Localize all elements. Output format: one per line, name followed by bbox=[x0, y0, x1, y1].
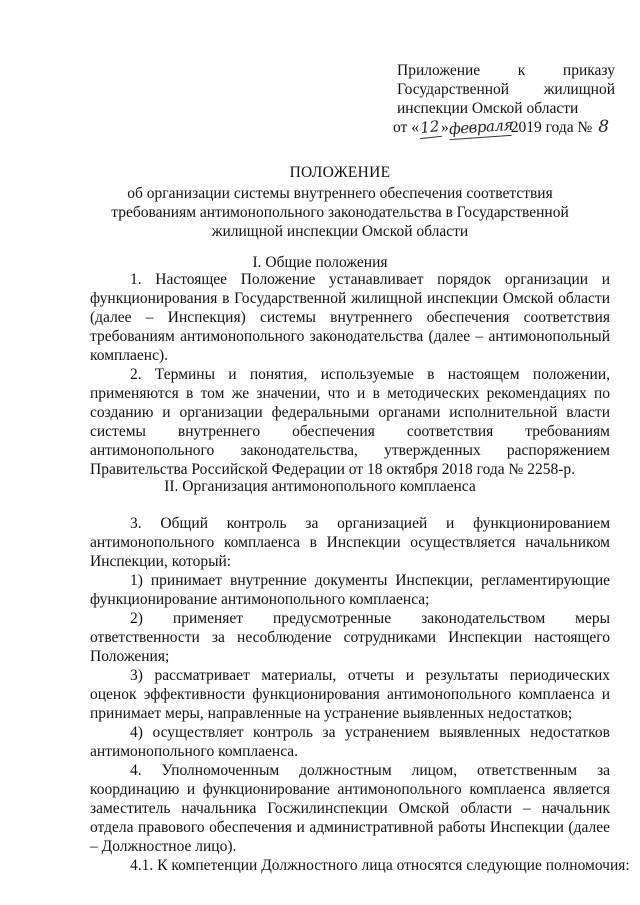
text-line: ответственности за несоблюдение сотрудниками Инспекции настоящего bbox=[90, 629, 610, 646]
text-line: 4. Уполномоченным должностным лицом, ответственным за bbox=[130, 762, 610, 779]
appendix-word: Приложение bbox=[397, 62, 481, 79]
paragraph-3 bbox=[90, 514, 610, 571]
list-item-2 bbox=[90, 609, 610, 666]
list-item-1 bbox=[90, 571, 610, 609]
text-line: комплаенс). bbox=[90, 347, 169, 364]
text-line: 2) применяет предусмотренные законодательством меры bbox=[130, 610, 610, 627]
text-line: антимонопольного комплаенса. bbox=[90, 743, 299, 760]
text-line: требованиям антимонопольного законодательства (далее – антимонопольный bbox=[90, 328, 610, 345]
text-line: 2. Термины и понятия, используемые в настоящем положении, bbox=[130, 366, 610, 383]
list-item-4 bbox=[90, 723, 610, 761]
title-line: требованиям антимонопольного законодательства в Государственной bbox=[111, 204, 569, 221]
text-line: функционирование антимонопольного комплаенса; bbox=[90, 591, 430, 608]
order-date-line bbox=[393, 115, 615, 139]
appendix-word: Государственной bbox=[397, 81, 510, 98]
date-prefix: от « bbox=[393, 119, 419, 136]
appendix-word: приказу bbox=[562, 62, 615, 79]
text-line: системы внутреннего обеспечения соответствия требованиям bbox=[90, 423, 610, 440]
paragraph-4-1 bbox=[90, 856, 630, 875]
text-line: 1) принимает внутренние документы Инспекции, регламентирующие bbox=[130, 572, 610, 589]
text-line: функционирования в Государственной жилищной инспекции Омской области bbox=[90, 290, 610, 307]
date-mid: » bbox=[440, 119, 449, 136]
appendix-word: к bbox=[517, 62, 526, 79]
appendix-line-1 bbox=[397, 61, 615, 80]
text-line: 4.1. К компетенции Должностного лица относятся следующие полномочия: bbox=[130, 857, 630, 874]
text-line: Инспекции, который: bbox=[90, 553, 232, 570]
appendix-line-2 bbox=[397, 80, 615, 99]
text-line: антимонопольного законодательства, утвержденных распоряжением bbox=[90, 442, 610, 459]
text-line: заместитель начальника Госжилинспекции Омской области – начальник bbox=[90, 800, 610, 817]
paragraph-2 bbox=[90, 365, 610, 479]
appendix-block bbox=[393, 61, 615, 139]
text-line: 4) осуществляет контроль за устранением выявленных недостатков bbox=[130, 724, 610, 741]
handwritten-day: 12 bbox=[418, 117, 442, 139]
text-line: координацию и функционирование антимонопольного комплаенса является bbox=[90, 781, 610, 798]
text-line: 3) рассматривает материалы, отчеты и результаты периодических bbox=[130, 667, 610, 684]
text-line: отдела правового обеспечения и административной работы Инспекции (далее bbox=[90, 819, 610, 836]
document-title bbox=[60, 163, 620, 241]
handwritten-order-number: 8 bbox=[598, 117, 610, 137]
text-line: Положения; bbox=[90, 648, 170, 665]
section-1-heading: I. Общие положения bbox=[252, 254, 388, 271]
title-line: об организации системы внутреннего обеспечения соответствия bbox=[127, 185, 553, 202]
list-item-3 bbox=[90, 666, 610, 723]
text-line: – Должностное лицо). bbox=[90, 838, 237, 855]
text-line: применяются в том же значении, что и в методических рекомендациях по bbox=[90, 385, 610, 402]
text-line: 3. Общий контроль за организацией и функционированием bbox=[130, 515, 610, 532]
title-line: жилищной инспекции Омской области bbox=[211, 223, 469, 240]
text-line: оценок эффективности функционирования антимонопольного комплаенса и bbox=[90, 686, 610, 703]
paragraph-4 bbox=[90, 761, 610, 856]
text-line: (далее – Инспекция) системы внутреннего обеспечения соответствия bbox=[90, 309, 610, 326]
paragraph-1 bbox=[90, 270, 610, 365]
text-line: созданию и организации федеральными органами исполнительной власти bbox=[90, 404, 610, 421]
handwritten-month: февраля bbox=[448, 115, 514, 139]
title-heading: ПОЛОЖЕНИЕ bbox=[289, 164, 391, 181]
appendix-word: жилищной bbox=[543, 81, 615, 98]
section-2-heading: II. Организация антимонопольного комплаенса bbox=[164, 478, 476, 495]
text-line: Правительства Российской Федерации от 18 октября 2018 года № 2258-р. bbox=[90, 461, 575, 478]
text-line: антимонопольного комплаенса в Инспекции осуществляется начальником bbox=[90, 534, 610, 551]
text-line: 1. Настоящее Положение устанавливает порядок организации и bbox=[130, 271, 610, 288]
date-suffix: 2019 года № bbox=[510, 119, 593, 136]
text-line: принимает меры, направленные на устранение выявленных недостатков; bbox=[90, 705, 573, 722]
appendix-text: инспекции Омской области bbox=[397, 100, 579, 117]
